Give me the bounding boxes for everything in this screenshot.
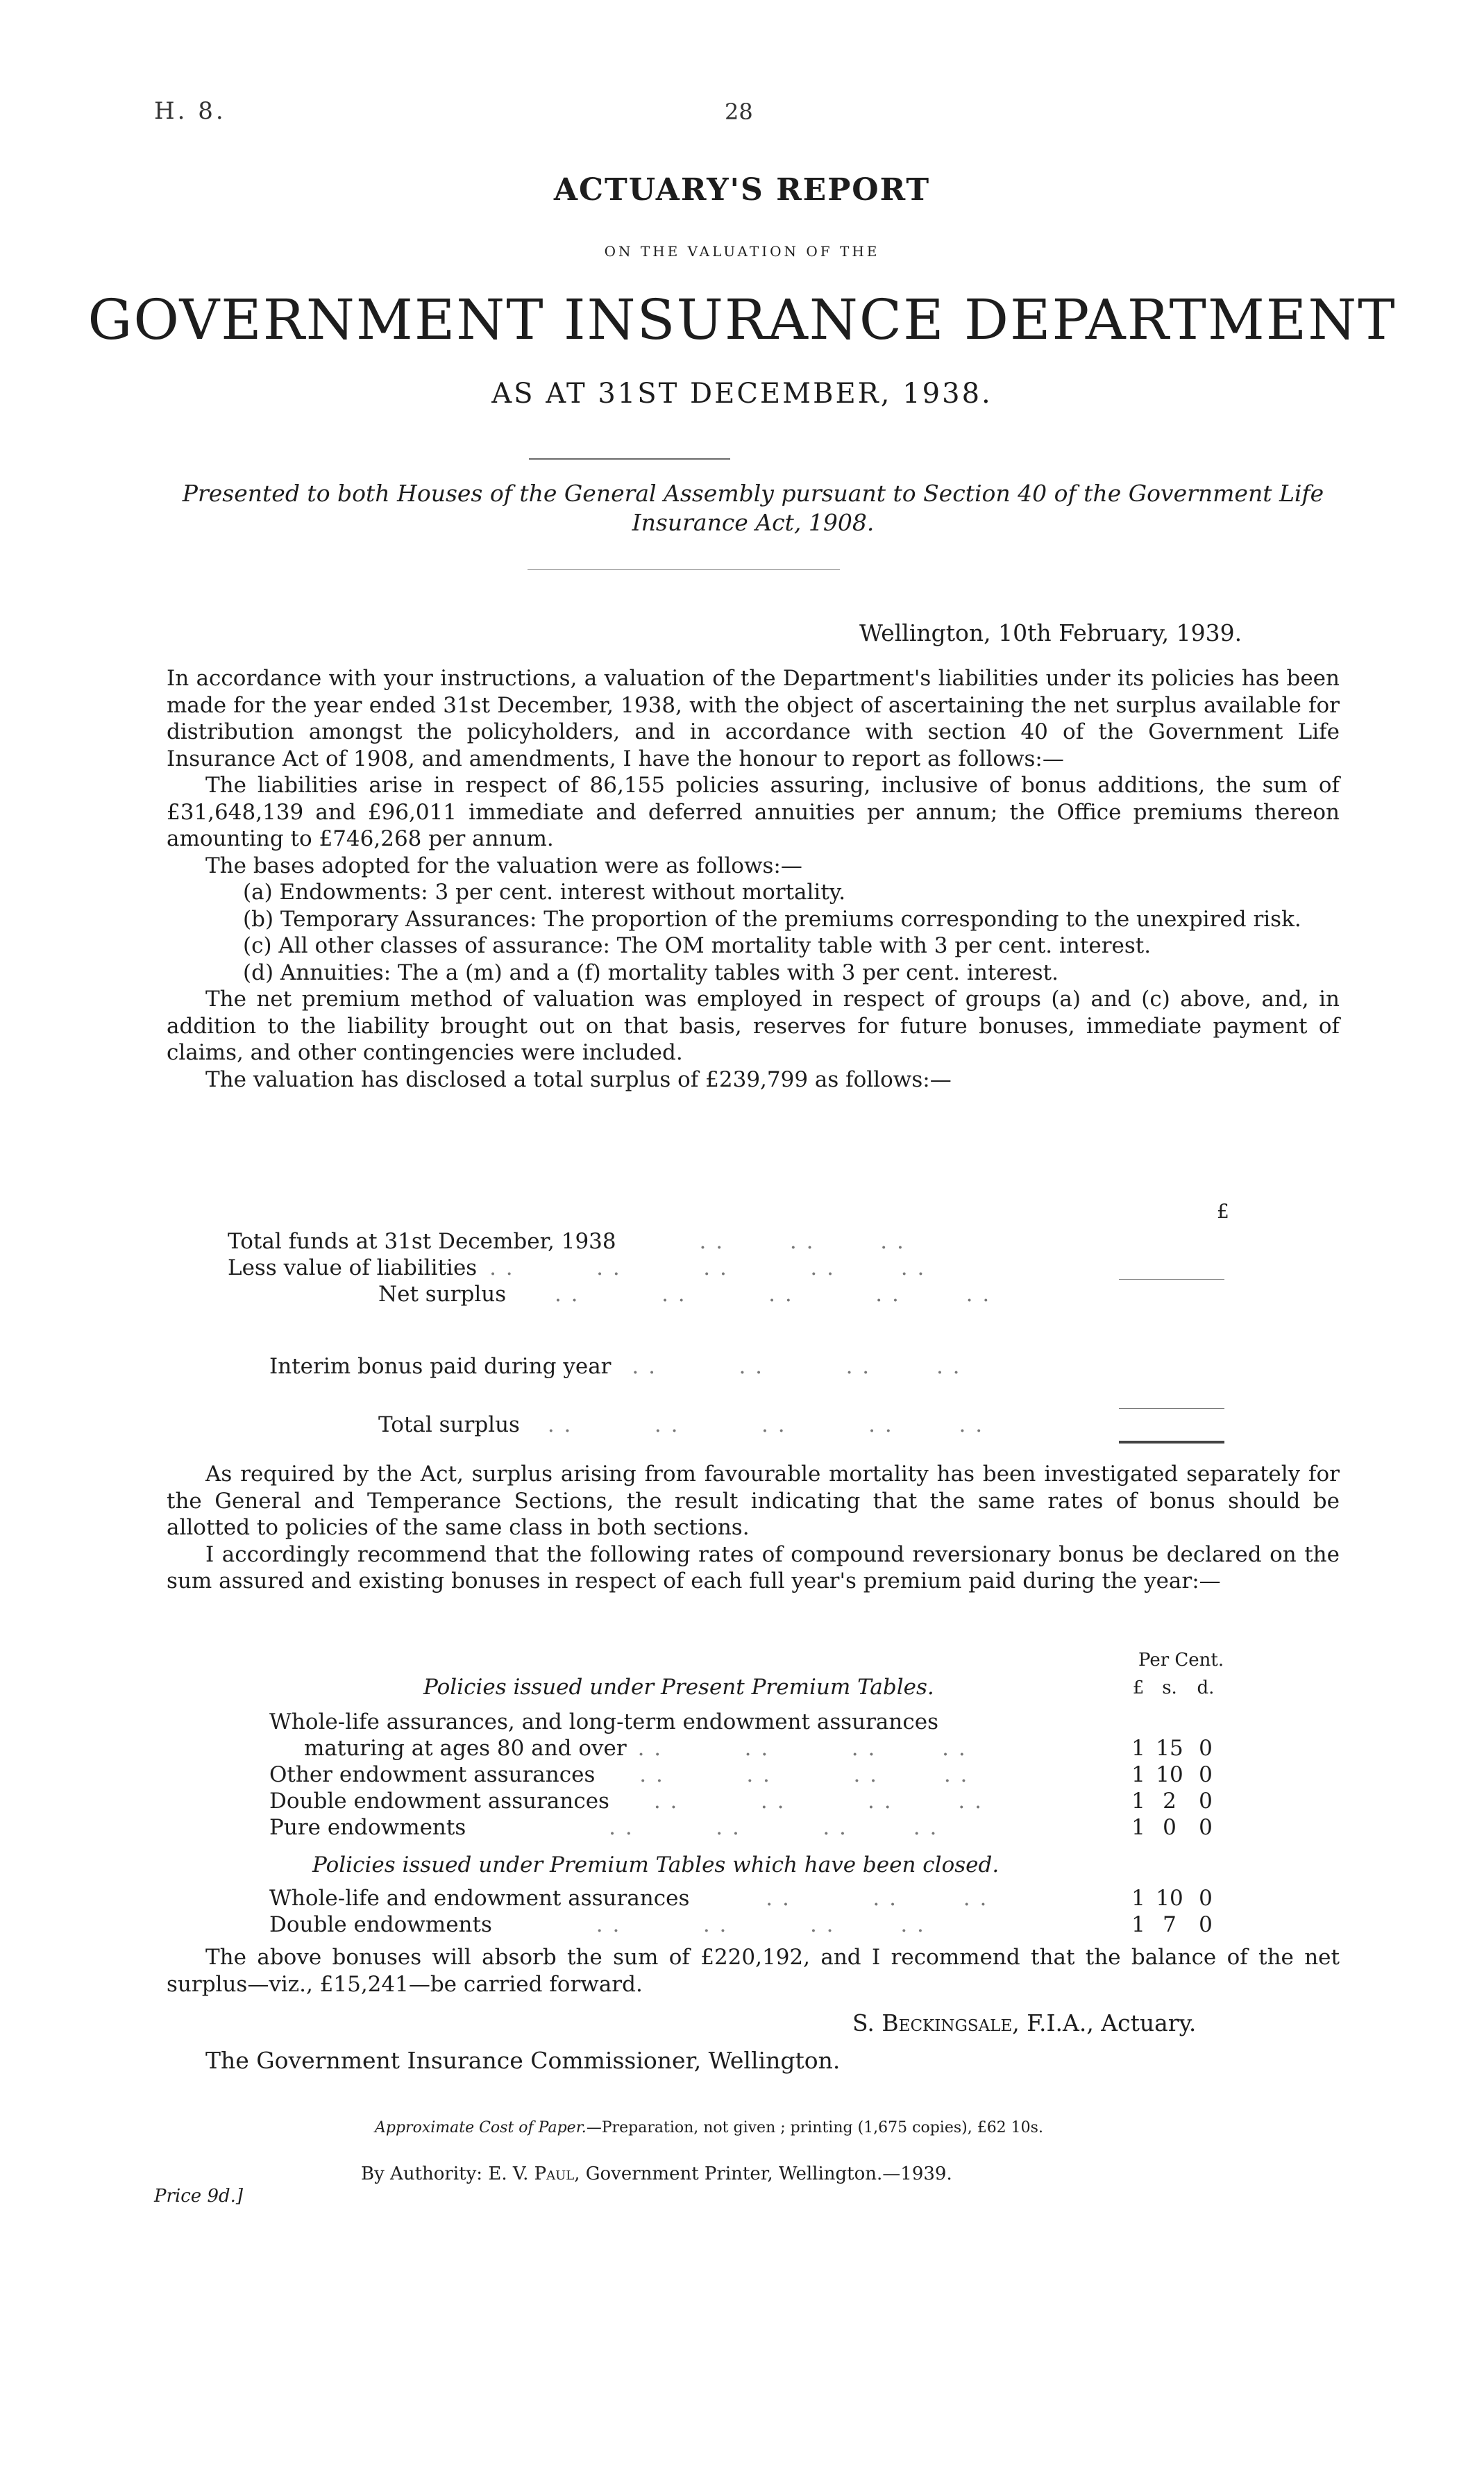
paragraph-sections: As required by the Act, surplus arising from favourable mortality has been investigated separately for the General and Temperance Sections, the result indicating that the same rates of bonus should be allotted to policies of the same class in both sections. [167,1462,1340,1540]
leader-dots: . . . . . . . . [639,1762,969,1787]
paragraph-surplus-intro: The valuation has disclosed a total surplus of £239,799 as follows:— [205,1066,952,1092]
shillings-header: s. [1162,1677,1177,1698]
bonus-shillings: 10 [1156,1886,1183,1911]
addressee: The Government Insurance Commissioner, Wellington. [205,2047,841,2074]
cost-note [375,2119,1043,2136]
authority-line [361,2164,952,2184]
bonus-shillings: 10 [1156,1762,1183,1787]
bonus-pounds: 1 [1131,1886,1145,1911]
surplus-row-label: Interim bonus paid during year [269,1354,612,1379]
title-subline: ON THE VALUATION OF THE [604,243,880,260]
bonus-shillings: 15 [1156,1736,1183,1761]
table-row [269,1815,938,1840]
cost-label: Approximate Cost of Paper. [375,2119,587,2136]
bonus-row-label-continued: maturing at ages 80 and over [304,1736,627,1761]
actuary-name: S. Beckingsale [852,2009,1013,2036]
bonus-row-label: Pure endowments [269,1815,466,1840]
surplus-row-label: Net surplus [378,1282,507,1307]
place-and-date: Wellington, 10th February, 1939. [859,619,1242,646]
bonus-row-label: Double endowments [269,1912,492,1937]
report-title: ACTUARY'S REPORT [553,172,931,208]
signature [852,2009,1196,2036]
total-rule [1119,1408,1224,1409]
table-row [228,1229,905,1254]
paragraph-intro: In accordance with your instructions, a valuation of the Department's liabilities under its policies has been made for the year ended 31st December, 1938, with the object of ascertaining the net surplus available for distribution amongst the policyholders, and in accordance with section 40 of the Government Life Insurance Act of 1908, and amendments, I have the honour to report as follows:— [167,666,1340,771]
leader-dots: . . . . . . . . [632,1354,961,1379]
per-cent-header: Per Cent. [1138,1650,1224,1671]
paragraph-balance: The above bonuses will absorb the sum of £220,192, and I recommend that the balance of the net surplus—viz., £15,241—be carried forward. [167,1945,1340,1997]
basis-item-b: (b) Temporary Assurances: The proportion of the premiums corresponding to the unexpired risk. [243,906,1301,932]
leader-dots: . . . . . . . . [596,1912,925,1937]
bonus-pence: 0 [1199,1815,1213,1840]
surplus-currency-header: £ [1217,1200,1229,1223]
bonus-shillings: 0 [1163,1815,1177,1840]
authority-suffix: , Government Printer, Wellington.—1939. [574,2164,952,2184]
basis-item-c: (c) All other classes of assurance: The OM mortality table with 3 per cent. interest. [243,933,1152,958]
presented-note: Presented to both Houses of the General Assembly pursuant to Section 40 of the Government Life Insurance Act, 1908. [182,480,1324,536]
pounds-header: £ [1132,1677,1145,1698]
bonus-pounds: 1 [1131,1815,1145,1840]
valuation-date-title: AS AT 31ST DECEMBER, 1938. [491,378,993,410]
subtotal-rule [1119,1279,1224,1280]
table-row [378,1412,984,1437]
paragraph-recommend: I accordingly recommend that the following rates of compound reversionary bonus be declared on the sum assured and existing bonuses in respect of each full year's premium paid during the year:— [167,1541,1340,1593]
authority-prefix: By Authority: E. V. [361,2164,534,2184]
bonus-shillings: 2 [1163,1789,1177,1814]
bonus-row-label: Other endowment assurances [269,1762,596,1787]
actuary-title: , F.I.A., Actuary. [1012,2009,1197,2036]
leader-dots: . . . . . . . . [637,1736,967,1761]
bonus-pounds: 1 [1131,1736,1145,1761]
bonus-shillings: 7 [1163,1912,1177,1937]
section-title-present: Policies issued under Present Premium Tables. [423,1675,934,1700]
table-row [269,1762,968,1787]
bonus-pounds: 1 [1131,1912,1145,1937]
leader-dots: . . . . . . [699,1229,905,1254]
bonus-pounds: 1 [1131,1762,1145,1787]
bonus-row-label: Whole-life assurances, and long-term endowment assurances [269,1709,938,1734]
paragraph-method: The net premium method of valuation was employed in respect of groups (a) and (c) above, and, in addition to the liability brought out on that basis, reserves for future bonuses, immediate payment of claims, and other contingencies were included. [167,987,1340,1065]
table-row [269,1789,983,1814]
report-closing [167,1944,1340,1998]
cost-text: —Preparation, not given ; printing (1,675 copies), £62 10s. [586,2119,1043,2136]
report-body-continued [167,1461,1340,1595]
leader-dots: . . . . . . [766,1886,988,1911]
basis-item-d: (d) Annuities: The a (m) and a (f) mortality tables with 3 per cent. interest. [243,960,1059,985]
table-row [269,1886,988,1911]
pence-header: d. [1197,1677,1215,1698]
surplus-row-label: Less value of liabilities [228,1255,478,1280]
table-row [269,1912,925,1937]
surplus-row-label: Total surplus [378,1412,520,1437]
bonus-row-label: Double endowment assurances [269,1789,609,1814]
leader-dots: . . . . . . . . . . [547,1412,984,1437]
surplus-row-label: Total funds at 31st December, 1938 [228,1229,616,1254]
leader-dots: . . . . . . . . . . [554,1282,991,1307]
paragraph-liabilities: The liabilities arise in respect of 86,155 policies assuring, inclusive of bonus additions, the sum of £31,648,139 and £96,011 immediate and deferred annuities per annum; the Office premiums thereon amounting to £746,268 per annum. [167,773,1340,851]
table-row [228,1255,925,1280]
table-row [269,1354,961,1379]
table-row [269,1709,938,1734]
title-divider [529,458,730,460]
bonus-pounds: 1 [1131,1789,1145,1814]
printer-name: Paul [534,2164,575,2184]
total-double-rule [1119,1441,1224,1444]
section-title-closed: Policies issued under Premium Tables which have been closed. [312,1852,1000,1877]
paragraph-bases: The bases adopted for the valuation were as follows:— [205,853,802,878]
document-reference: H. 8. [154,97,226,125]
bonus-row-label: Whole-life and endowment assurances [269,1886,690,1911]
table-row [378,1282,990,1307]
bonus-pence: 0 [1199,1789,1213,1814]
report-body [167,665,1340,1093]
price-note: Price 9d.] [154,2186,244,2207]
bonus-pence: 0 [1199,1736,1213,1761]
leader-dots: . . . . . . . . [609,1815,938,1840]
table-row [304,1736,967,1761]
page-number: 28 [725,99,753,125]
leader-dots: . . . . . . . . . . [489,1255,926,1280]
bonus-pence: 0 [1199,1762,1213,1787]
department-title: GOVERNMENT INSURANCE DEPARTMENT [87,287,1397,352]
presented-divider [528,569,840,570]
bonus-pence: 0 [1199,1886,1213,1911]
leader-dots: . . . . . . . . [653,1789,983,1814]
bonus-pence: 0 [1199,1912,1213,1937]
basis-item-a: (a) Endowments: 3 per cent. interest without mortality. [243,880,846,905]
